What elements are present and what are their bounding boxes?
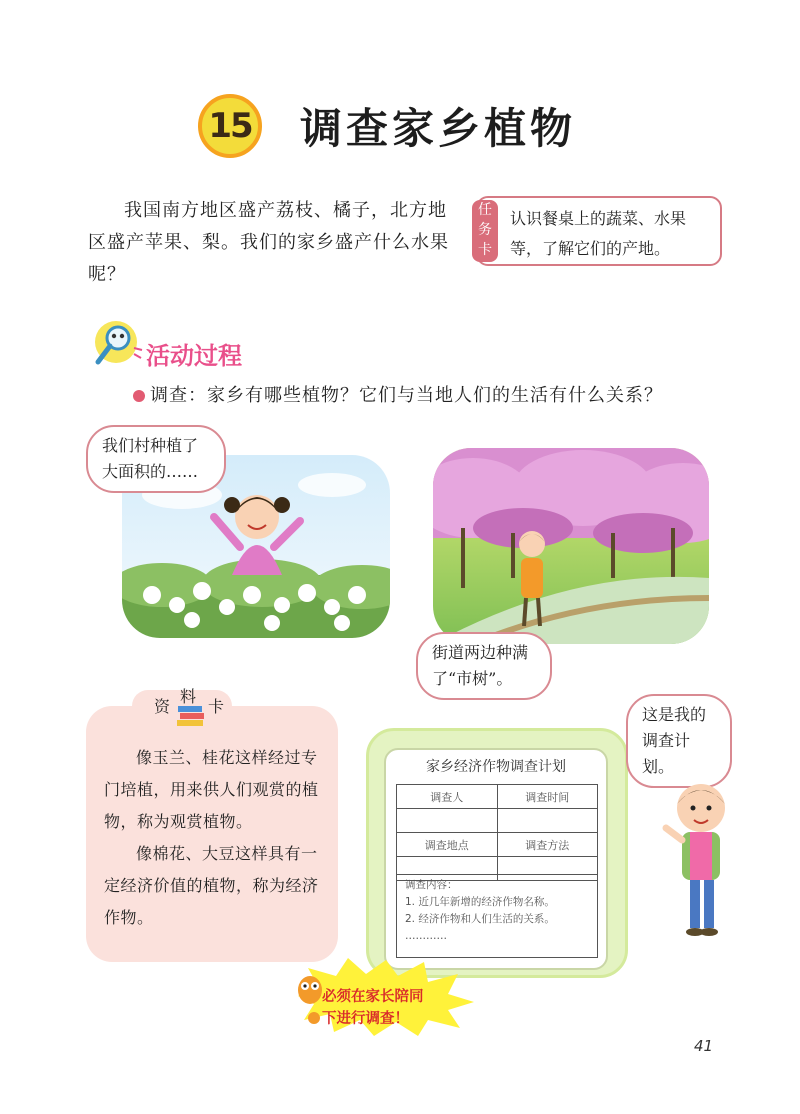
books-icon	[176, 704, 206, 730]
plan-table	[396, 784, 598, 881]
speech-bubble-boy: 这是我的调查计划。	[626, 694, 732, 788]
speech-bubble-girl: 我们村种植了大面积的……	[86, 425, 226, 493]
survey-question: 调查：家乡有哪些植物？它们与当地人们的生活有什么关系？	[150, 385, 663, 406]
street-trees-illustration	[433, 448, 709, 644]
warning-line-1: 必须在家长陪同	[322, 989, 424, 1005]
plan-content-label: 调查内容：	[405, 879, 458, 891]
data-card-title-left: 资	[154, 697, 171, 716]
bullet-dot	[133, 390, 145, 402]
plan-field-time: 调查时间	[497, 785, 598, 809]
page-number: 41	[694, 1037, 714, 1055]
plan-title: 家乡经济作物调查计划	[426, 759, 566, 775]
plan-field-method: 调查方法	[497, 833, 598, 857]
data-card-paragraph-2: 像棉花、大豆这样具有一定经济价值的植物，称为经济作物。	[104, 844, 319, 927]
data-card-title-top: 料	[180, 687, 197, 706]
plan-content-item-1: 1. 近几年新增的经济作物名称。	[405, 896, 555, 908]
plan-content-box	[396, 874, 598, 958]
intro-text: 我国南方地区盛产荔枝、橘子，北方地区盛产苹果、梨。我们的家乡盛产什么水果呢？	[88, 200, 449, 285]
boy-illustration	[656, 770, 746, 940]
lesson-number-badge	[198, 94, 262, 158]
plan-content-item-2: 2. 经济作物和人们生活的关系。	[405, 913, 555, 925]
magnifier-icon	[88, 318, 144, 374]
task-card-tag: 任务卡	[472, 200, 498, 262]
warning-dot	[308, 1012, 320, 1024]
warning-text	[322, 986, 472, 1030]
plan-cell-blank	[397, 809, 498, 833]
intro-paragraph	[88, 195, 458, 291]
owl-icon	[296, 972, 324, 1006]
lesson-title: 调查家乡植物	[300, 104, 577, 153]
plan-content-item-3: …………	[405, 930, 447, 942]
plan-field-place: 调查地点	[397, 833, 498, 857]
task-card-text: 认识餐桌上的蔬菜、水果等，了解它们的产地。	[510, 209, 687, 258]
warning-line-2: 下进行调查！	[322, 1011, 409, 1027]
lesson-number: 15	[208, 106, 252, 146]
speech-bubble-street: 街道两边种满了“市树”。	[416, 632, 552, 700]
data-card-title-right: 卡	[208, 697, 225, 716]
data-card-text	[104, 742, 326, 934]
plan-field-investigator: 调查人	[397, 785, 498, 809]
section-title: 活动过程	[146, 342, 242, 370]
data-card-paragraph-1: 像玉兰、桂花这样经过专门培植，用来供人们观赏的植物，称为观赏植物。	[104, 748, 319, 831]
plan-cell-blank	[497, 809, 598, 833]
